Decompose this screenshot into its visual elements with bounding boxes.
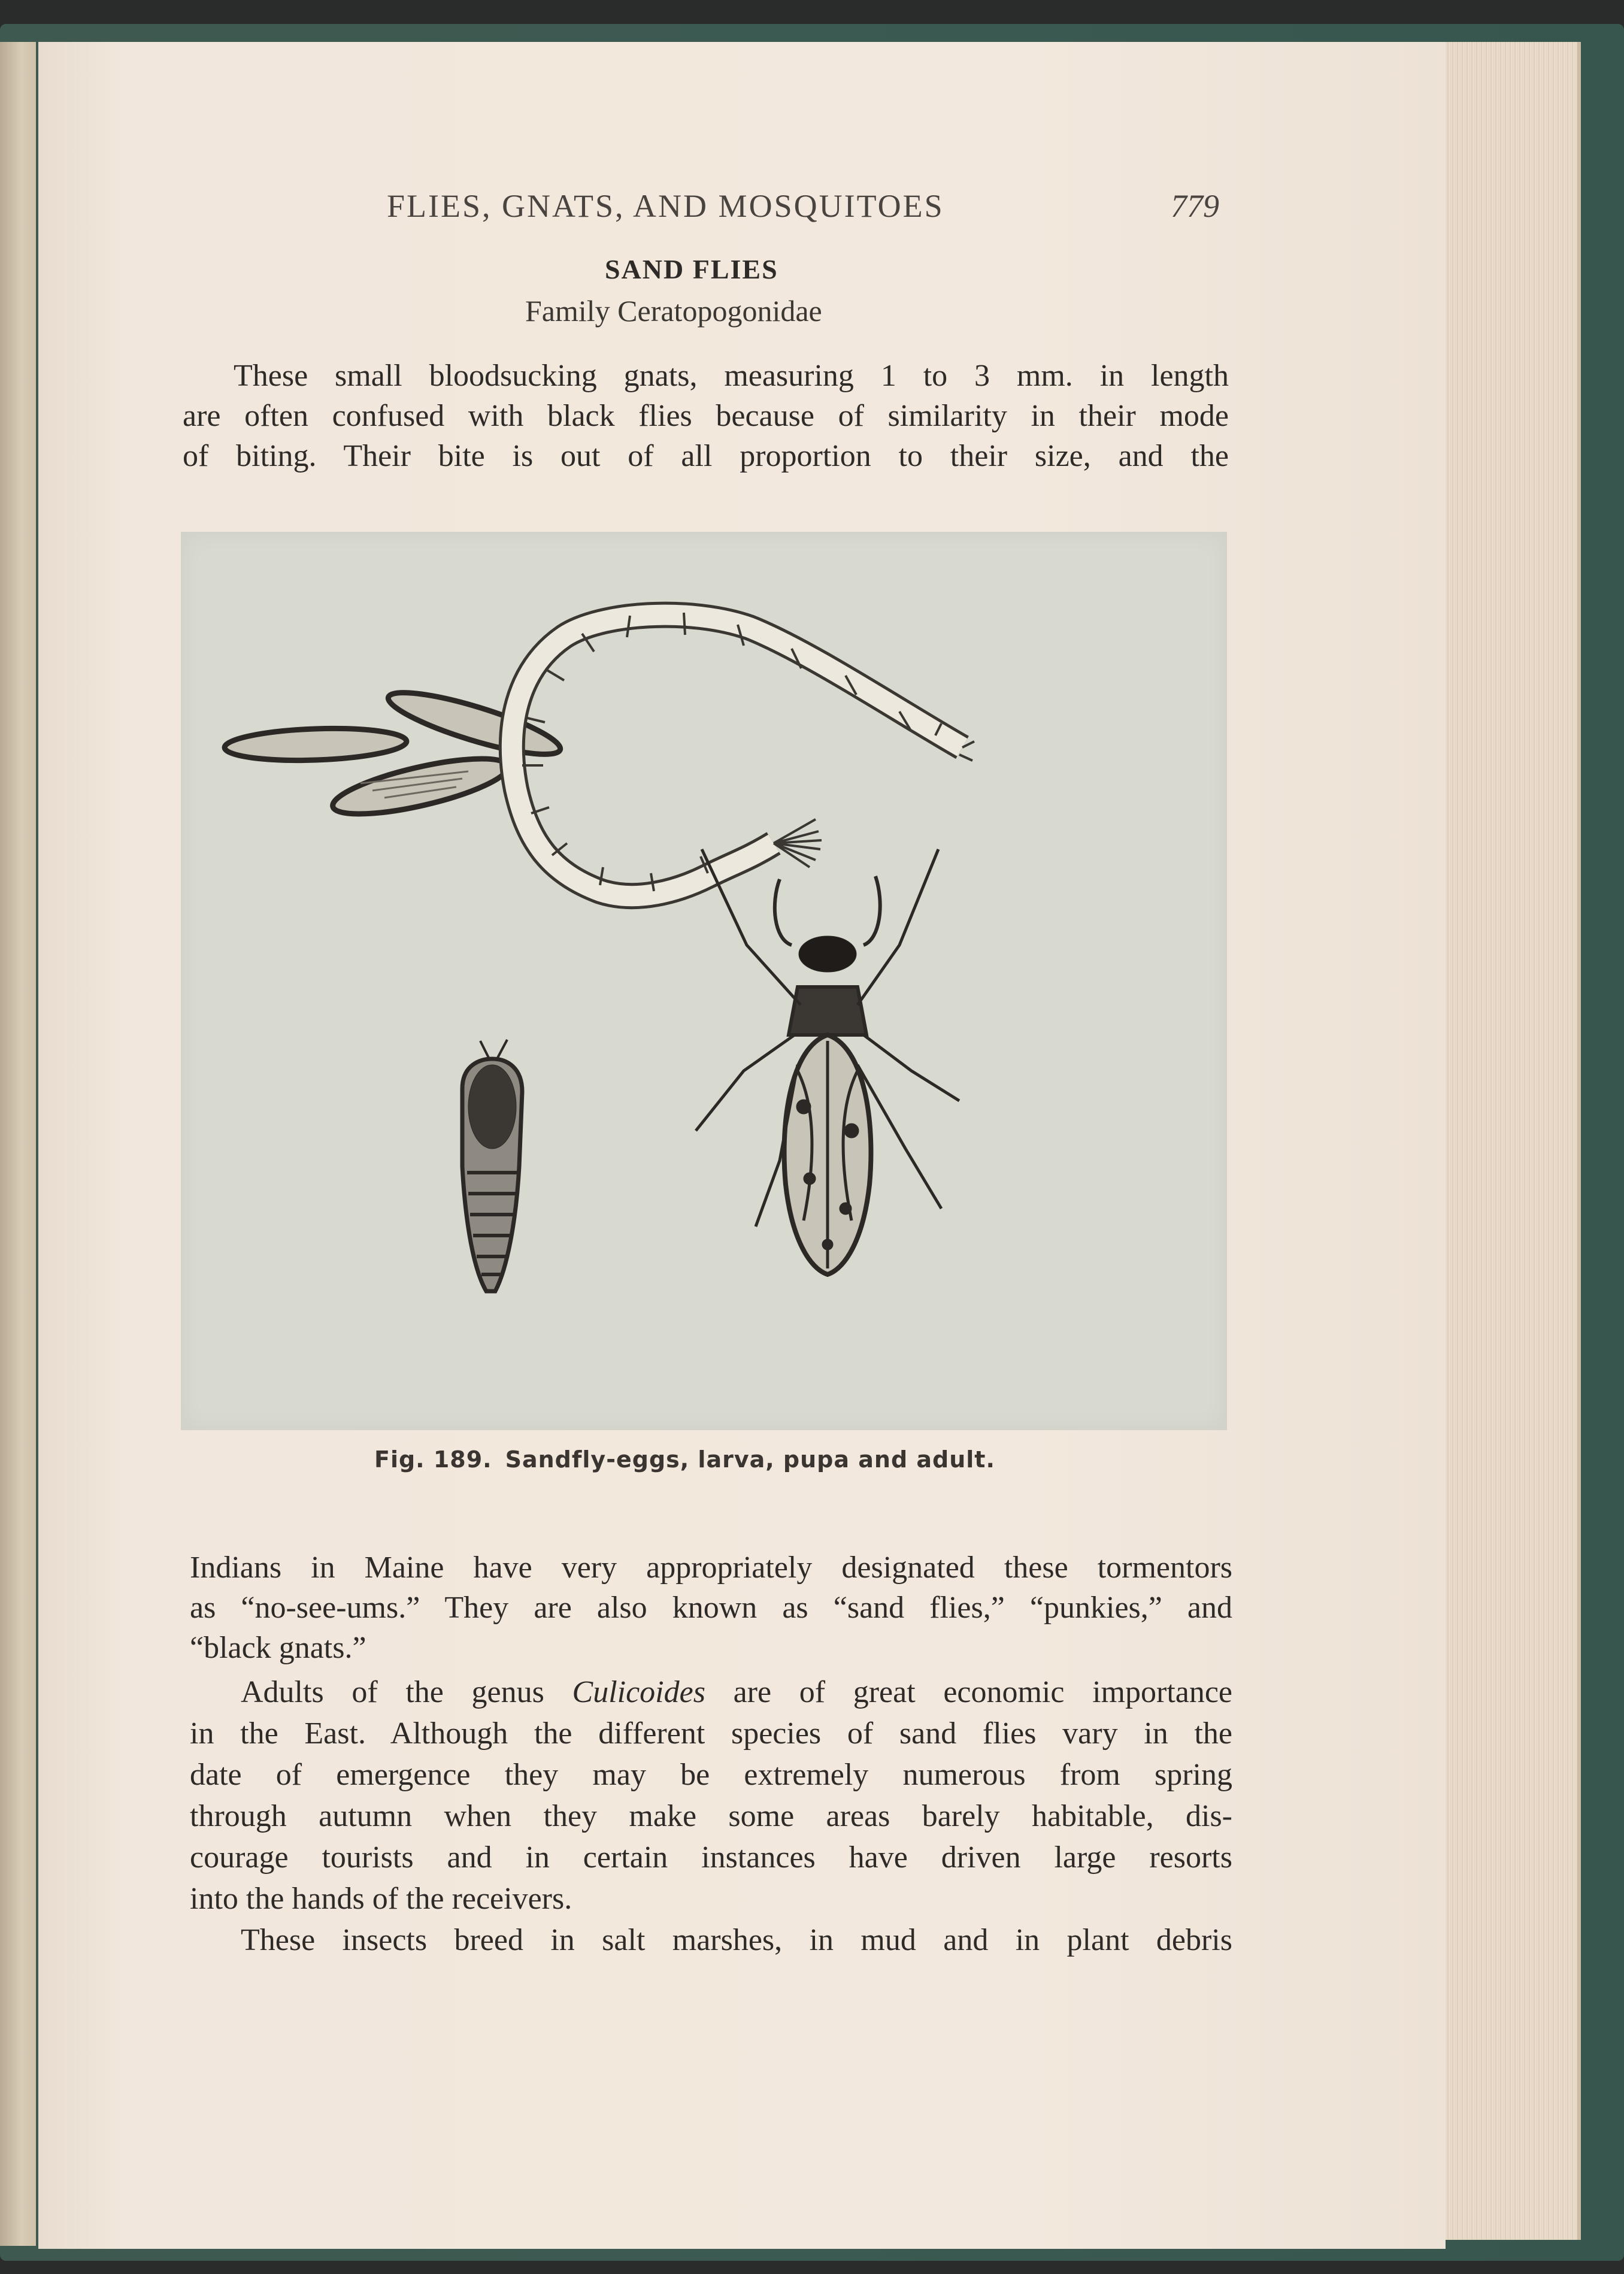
family-name: Family Ceratopogonidae [525,294,822,328]
paragraph-2-line-1: Indians in Maine have very appropriately designated these tormentors [190,1551,1232,1585]
paragraph-3-line-6: into the hands of the receivers. [190,1882,572,1916]
section-title: SAND FLIES [605,254,778,284]
paragraph-3-line-1-end: are of great economic importance [705,1675,1233,1709]
paragraph-3-line-2: in the East. Although the different species of sand flies vary in the [190,1716,1232,1751]
sandfly-illustration [181,532,1227,1430]
paragraph-3-line-1 [241,1675,1232,1710]
paragraph-3-line-1-start: Adults of the genus [241,1675,572,1709]
previous-page-edge [0,42,36,2246]
page-number: 779 [1171,188,1219,224]
paragraph-3-line-3: date of emergence they may be extremely numerous from spring [190,1758,1232,1792]
paragraph-2-line-2: as “no-see-ums.” They are also known as “sand flies,” “punkies,” and [190,1591,1232,1625]
figure-caption-text: Sandfly-eggs, larva, pupa and adult. [505,1446,995,1473]
figure-label: Fig. 189. [374,1446,492,1473]
page-stack-edge [1446,42,1581,2240]
paragraph-4-line-1: These insects breed in salt marshes, in mud and in plant debris [241,1923,1232,1957]
sandfly-larva [512,613,974,896]
figure-189 [181,532,1227,1430]
running-head: FLIES, GNATS, AND MOSQUITOES [387,188,944,224]
paragraph-1-line-1: These small bloodsucking gnats, measuring 1 to 3 mm. in length [234,359,1229,393]
paragraph-3-line-4: through autumn when they make some areas barely habitable, dis- [190,1799,1232,1833]
sandfly-adult [696,849,959,1274]
sandfly-pupa [462,1040,522,1291]
figure-caption [374,1446,995,1473]
paragraph-1-line-2: are often confused with black flies because of similarity in their mode [183,399,1229,433]
paragraph-3-line-5: courage tourists and in certain instances have driven large resorts [190,1840,1232,1875]
paragraph-1-line-3: of biting. Their bite is out of all proportion to their size, and the [183,439,1229,473]
paragraph-2-line-3: “black gnats.” [190,1631,366,1665]
genus-name: Culicoides [572,1675,705,1709]
